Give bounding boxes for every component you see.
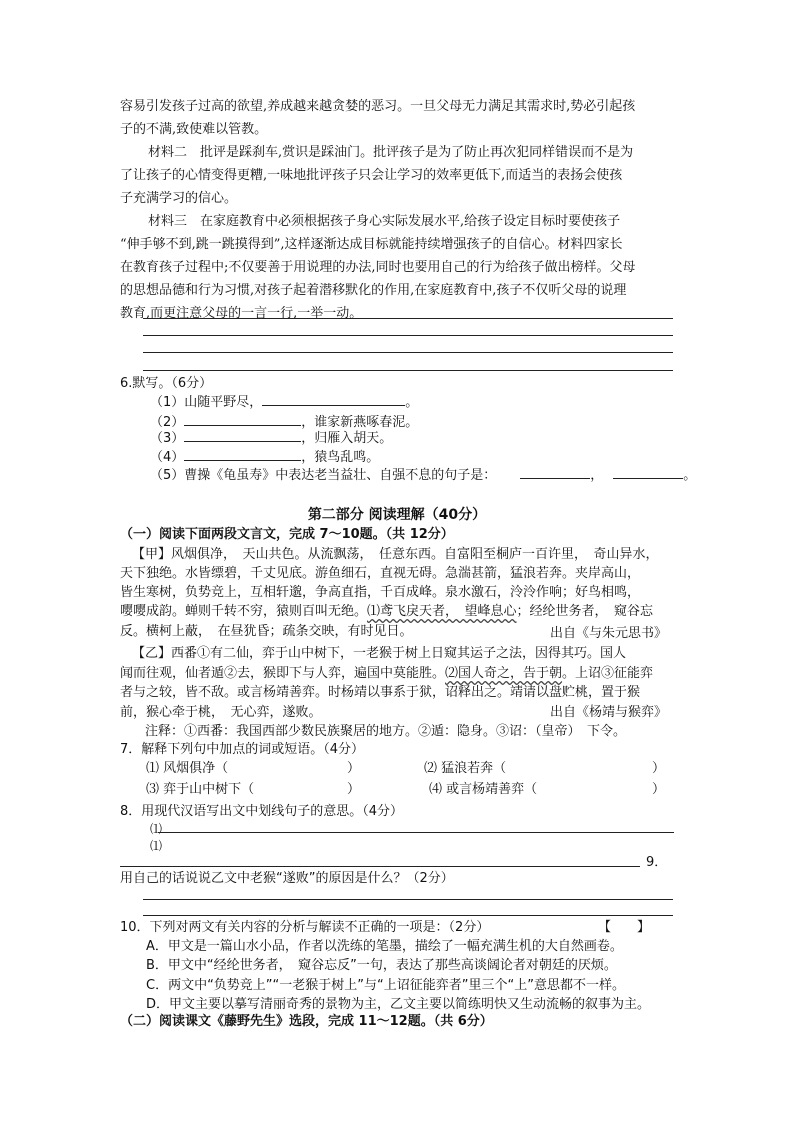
part-two-heading: 第二部分 阅读理解（40分） [307, 507, 487, 523]
q6-item-3-num: （3） [150, 431, 185, 446]
option-a[interactable]: A．甲文是一篇山水小品，作者以洗练的笔墨，描绘了一幅充满生机的大自然画卷。 [146, 939, 623, 954]
answer-line[interactable] [143, 352, 673, 353]
q6-item-3-text: ，归雁入胡天。 [301, 431, 393, 446]
material-three: 材料三 在家庭教育中必须根据孩子身心实际发展水平,给孩子设定目标时要使孩子 [148, 214, 621, 229]
q7-close: ） [652, 782, 666, 797]
question-7-title: 7．解释下列句中加点的词或短语。（4分） [120, 742, 365, 757]
answer-line[interactable] [120, 866, 640, 867]
passage-yi: 者与之较，皆不敌。或言杨靖善弈。时杨靖以事系于狱，诏释出之。靖请以盘贮桃，置于猴 [120, 685, 641, 700]
q6-item-5-text: （5）曹操《龟虽寿》中表达老当益壮、自强不息的句子是： [150, 468, 497, 483]
material-three: 的思想品德和行为习惯,对孩子起着潜移默化的作用,在家庭教育中,孩子不仅听父母的说理 [120, 283, 627, 298]
answer-line[interactable] [143, 318, 673, 319]
q6-item-3 [150, 429, 392, 449]
section-one-heading: （一）阅读下面两段文言文，完成 7～10题。（共 12分） [120, 527, 454, 542]
underlined-sentence-1: ⑴鸢飞戾天者， 望峰息心 [367, 604, 517, 619]
q7-close: ） [347, 782, 361, 797]
answer-line[interactable] [143, 915, 673, 916]
answer-line[interactable] [143, 335, 673, 336]
q7-item-3: ⑶ 弈于山中树下（ [146, 782, 255, 797]
material-two: 子充满学习的信心。 [120, 191, 238, 206]
fill-blank[interactable] [184, 448, 301, 461]
underlined-sentence-2: ⑵国人奇之，告于朝 [445, 666, 563, 681]
material-three: 在教育孩子过程中;不仅要善于用说理的办法,同时也要用自己的行为给孩子做出榜样。父母 [120, 260, 636, 275]
question-9-text: 用自己的话说说乙文中老猴“遂败”的原因是什么？（2分） [120, 871, 454, 886]
passage-yi-text: 。上诏③征能弈 [562, 666, 654, 681]
passage-yi: 【乙】西番①有二仙，弈于山中树下，一老猴于树上日窥其运子之法，因得其巧。国人 [132, 646, 627, 661]
passage-jia-text: 嘤嘤成韵。蝉则千转不穷，猿则百叫无绝。 [120, 604, 368, 619]
source-jia: 出自《与朱元思书》 [550, 626, 668, 641]
fill-blank[interactable] [520, 466, 590, 479]
q6-item-4 [150, 448, 379, 468]
question-9-num: 9． [646, 855, 668, 870]
question-8-title: 8．用现代汉语写出文中划线句子的意思。（4分） [120, 804, 404, 819]
q6-item-1-text: （1）山随平野尽， [150, 395, 263, 410]
source-yi: 出自《杨靖与猴弈》 [550, 705, 668, 720]
material-three: 教育,而更注意父母的一言一行,一举一动。 [120, 306, 363, 321]
question-6-title: 6.默写。（6分） [120, 376, 213, 391]
punct: 。 [683, 468, 697, 483]
q7-close: ） [347, 761, 361, 776]
annotation-note: 注释：①西番：我国西部少数民族聚居的地方。②遁：隐身。③诏：（皇帝） 下令。 [145, 724, 627, 739]
option-b[interactable]: B．甲文中“经纶世务者， 窥谷忘反”一句，表达了那些高谈阔论者对朝廷的厌烦。 [146, 958, 617, 973]
answer-line[interactable] [143, 899, 673, 900]
q8-num-2: ⑴ [150, 839, 163, 853]
question-10-title: 10．下列对两文有关内容的分析与解读不正确的一项是：（2分） [120, 920, 490, 935]
material-two: 材料二 批评是踩刹车,赏识是踩油门。批评孩子是为了防止再次犯同样错误而不是为 [148, 145, 634, 160]
option-d[interactable]: D．甲文主要以摹写清丽奇秀的景物为主，乙文主要以简练明快又生动流畅的叙事为主。 [146, 997, 651, 1012]
passage-jia: 反。横柯上蔽， 在昼犹昏；疏条交映，有时见日。 [120, 624, 413, 639]
q6-item-2-num: （2） [150, 415, 185, 430]
answer-bracket[interactable]: 【 】 [598, 920, 651, 935]
q7-item-2: ⑵ 猛浪若奔（ [424, 761, 507, 776]
material-text: 容易引发孩子过高的欲望,养成越来越贪婪的恶习。一旦父母无力满足其需求时,势必引起孩 [120, 99, 636, 114]
q6-item-5 [150, 466, 696, 486]
answer-line[interactable] [143, 370, 673, 371]
material-text: 子的不满,致使难以管教。 [120, 122, 268, 137]
q7-item-4: ⑷ 或言杨靖善弈（ [429, 782, 538, 797]
fill-blank[interactable] [184, 413, 301, 426]
q6-item-2-text: ，谁家新燕啄春泥。 [301, 415, 419, 430]
punct: 。 [405, 395, 419, 410]
passage-jia: 天下独绝。水皆缥碧，千丈见底。游鱼细石，直视无碍。急湍甚箭，猛浪若奔。夹岸高山， [120, 566, 641, 581]
q7-item-1: ⑴ 风烟俱净（ [146, 761, 229, 776]
punct: ， [590, 468, 604, 483]
fill-blank[interactable] [613, 466, 683, 479]
material-three: “伸手够不到,跳一跳摸得到”,这样逐渐达成目标就能持续增强孩子的自信心。材料四家长 [120, 237, 623, 252]
passage-jia [120, 602, 653, 622]
passage-jia: 【甲】风烟俱净， 天山共色。从流飘荡， 任意东西。自富阳至桐庐一百许里， 奇山异水， [132, 547, 659, 562]
fill-blank[interactable] [184, 429, 301, 442]
q6-item-1 [150, 393, 418, 413]
passage-jia: 皆生寒树，负势竞上，互相轩邈，争高直指，千百成峰。泉水激石，泠泠作响；好鸟相鸣， [120, 585, 641, 600]
q8-num-1: ⑴ [150, 822, 163, 836]
q7-close: ） [652, 761, 666, 776]
fill-blank[interactable] [262, 393, 405, 406]
answer-line[interactable] [158, 832, 674, 833]
q6-item-4-text: ，猿鸟乱鸣。 [301, 450, 380, 465]
material-two: 了让孩子的心情变得更糟,一味地批评孩子只会让学习的效率更低下,而适当的表扬会使孩 [120, 168, 623, 183]
passage-yi-text: 闻而往观，仙者遁②去，猴即下与人弈，遍国中莫能胜。 [120, 666, 446, 681]
q6-item-4-num: （4） [150, 450, 185, 465]
option-c[interactable]: C．两文中“负势竞上”“一老猴于树上”与“上诏征能弈者”里三个“上”意思都不一样。 [146, 978, 625, 993]
passage-jia-text: ；经纶世务者， 窥谷忘 [516, 604, 654, 619]
section-two-heading: （二）阅读课文《藤野先生》选段，完成 11～12题。（共 6分） [120, 1014, 493, 1029]
passage-yi: 前，猴心牵于桃， 无心弈，遂败。 [120, 705, 322, 720]
passage-yi [120, 664, 653, 684]
